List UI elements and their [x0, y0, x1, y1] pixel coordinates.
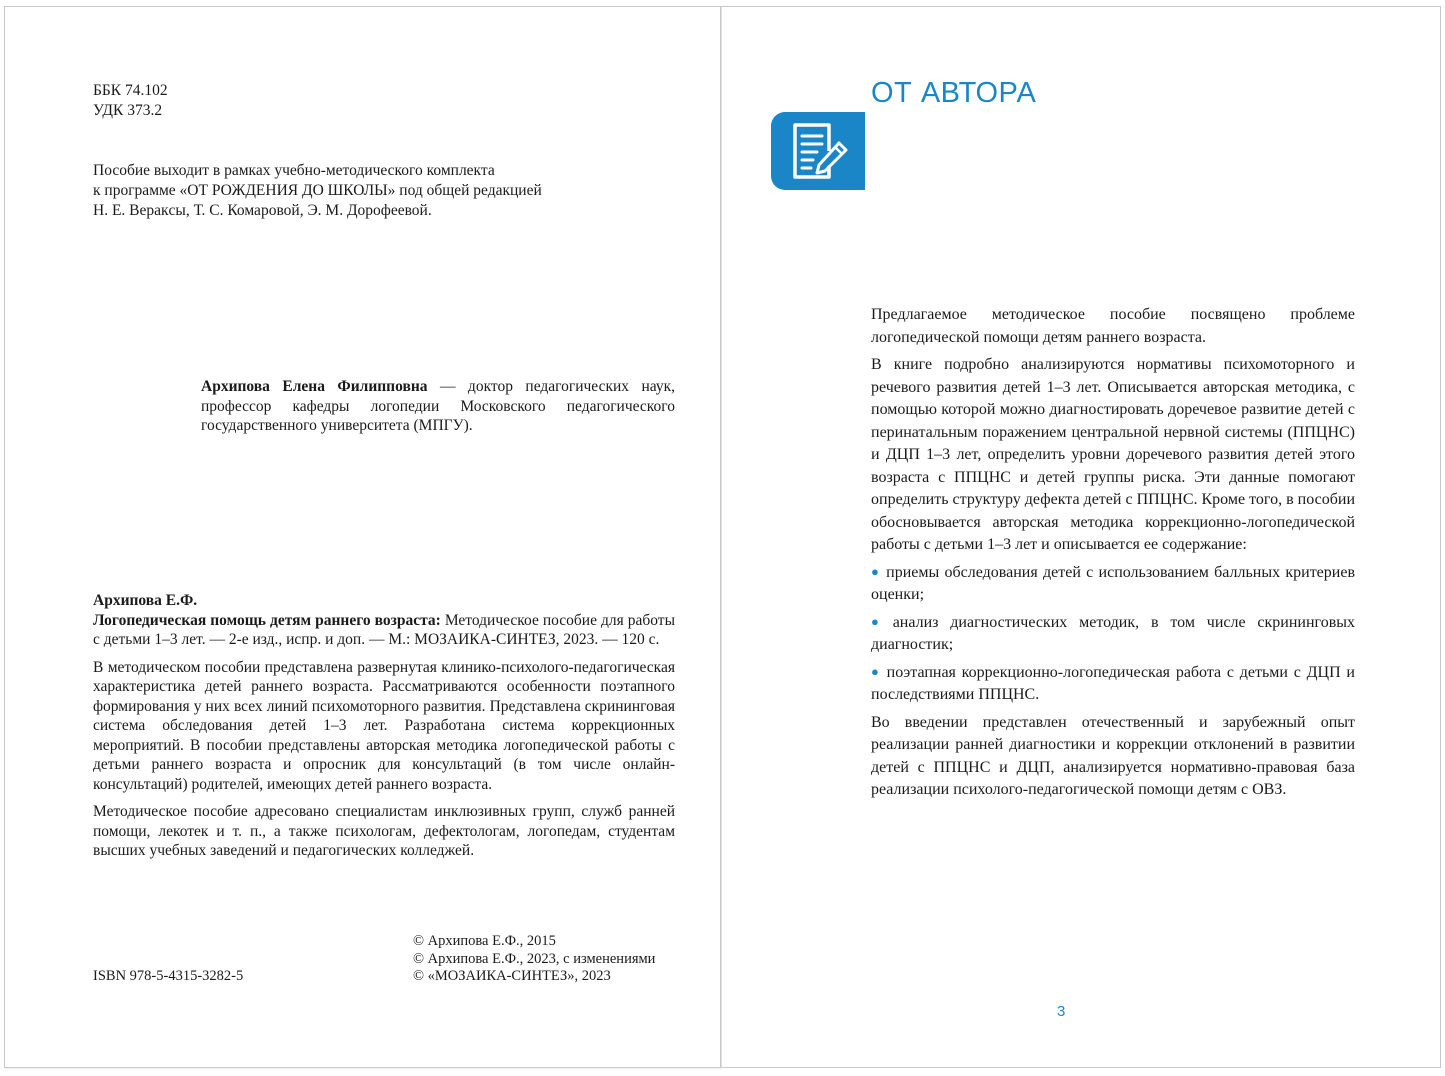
foreword-paragraph: Во введении представлен отечественный и зарубежный опыт реализации ранней диагностики и коррекции отклонений в развитии детей с ППЦНС и ДЦП, анализируется нормативно-правовая база реализации психолого-педагогической помощи детям с ОВЗ. — [871, 713, 1355, 798]
right-page — [721, 6, 1441, 1068]
bullet-icon: ● — [871, 613, 887, 629]
list-item: ● анализ диагностических методик, в том числе скрининговых диагностик; — [871, 613, 1355, 653]
author-bio — [201, 377, 675, 436]
page-number: 3 — [1057, 1003, 1066, 1020]
foreword-paragraph: В книге подробно анализируются нормативы психомоторного и речевого развития детей 1–3 лет. Описывается авторская методика, с помощью которой можно диагностировать доречевое развитие детей с перинатальным поражением центральной нервной системы (ППЦНС) и ДЦП 1–3 лет, определить уровни доречевого развития детей этого возраста с ППЦНС и детей группы риска. Эти данные помогают определить структуру дефекта детей с ППЦНС. Кроме того, в пособии обосновывается авторская методика коррекционно-логопедической работы с детьми 1–3 лет и описывается ее содержание: — [871, 356, 1355, 553]
copyright-block — [413, 933, 655, 986]
isbn: ISBN 978-5-4315-3282-5 — [93, 968, 244, 984]
udk-code: УДК 373.2 — [93, 102, 163, 119]
series-line: к программе «ОТ РОЖДЕНИЯ ДО ШКОЛЫ» под общей редакцией — [93, 182, 542, 199]
author-name: Архипова Елена Филипповна — [201, 378, 428, 395]
series-line: Пособие выходит в рамках учебно-методического комплекта — [93, 162, 495, 179]
bullet-icon: ● — [871, 663, 881, 679]
left-page — [4, 6, 721, 1068]
bib-title: Логопедическая помощь детям раннего возраста: — [93, 611, 441, 629]
foreword-paragraph: Предлагаемое методическое пособие посвящено проблеме логопедической помощи детям раннего возраста. — [871, 306, 1355, 346]
copyright-line: © Архипова Е.Ф., 2015 — [413, 933, 556, 949]
list-item: ● поэтапная коррекционно-логопедическая работа с детьми с ДЦП и последствиями ППЦНС. — [871, 663, 1355, 703]
series-note — [93, 161, 613, 221]
bullet-icon: ● — [871, 563, 881, 579]
copyright-line: © «МОЗАИКА-СИНТЕЗ», 2023 — [413, 968, 611, 984]
author-foreword — [871, 304, 1355, 807]
bib-author: Архипова Е.Ф. — [93, 592, 198, 609]
content-list — [871, 562, 1355, 707]
document-edit-icon — [771, 112, 865, 190]
author-description: — доктор педагогических наук, профессор кафедры логопедии Московского педагогического государственного университета (МПГУ). — [201, 378, 676, 434]
section-heading: ОТ АВТОРА — [871, 77, 1037, 109]
annotation-paragraph: В методическом пособии представлена развернутая клинико-психолого-педагогическая характеристика детей раннего возраста. Рассматриваются особенности поэтапного формирования у них всех линий психомоторного развития. Представлена скрининговая система обследования детей 1–3 лет. Разработана система коррекционных мероприятий. В пособии представлены авторская методика логопедической работы с детьми раннего возраста и опросник для консультаций (в том числе онлайн-консультаций) родителей, имеющих детей раннего возраста. — [93, 658, 675, 793]
copyright-line: © Архипова Е.Ф., 2023, с изменениями — [413, 950, 656, 967]
classification-codes — [93, 81, 168, 121]
list-item: ● приемы обследования детей с использованием балльных критериев оценки; — [871, 563, 1356, 603]
bibliographic-record — [93, 591, 675, 869]
series-line: Н. Е. Веракcы, Т. С. Комаровой, Э. М. Дорофеевой. — [93, 202, 432, 219]
annotation-paragraph: Методическое пособие адресовано специалистам инклюзивных групп, служб ранней помощи, лекотек и т. п., а также психологам, дефектологам, логопедам, студентам высших учебных заведений и педагогических колледжей. — [93, 803, 675, 859]
bbk-code: ББК 74.102 — [93, 82, 168, 99]
bib-details: Методическое пособие для работы с детьми 1–3 лет. — 2-е изд., испр. и доп. — М.: МОЗАИКА-СИНТЕЗ, 2023. — 120 с. — [93, 611, 675, 648]
